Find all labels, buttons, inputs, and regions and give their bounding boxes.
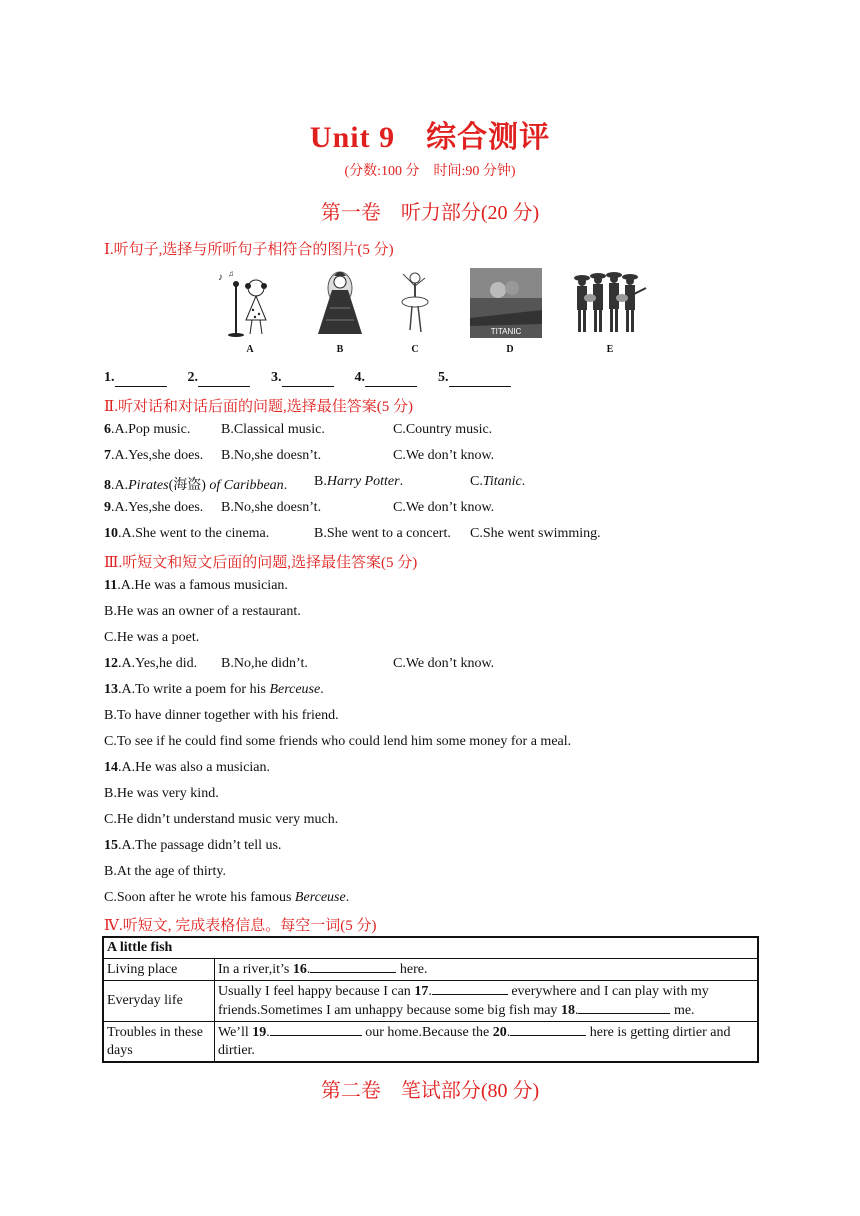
option-a-title: Pirates: [128, 478, 169, 493]
mariachi-band-icon: [570, 268, 650, 340]
singing-girl-icon: [210, 268, 290, 340]
question-8: [104, 474, 287, 494]
row-label-everyday-life: Everyday life: [103, 981, 215, 1022]
row-text: our home.Because the: [361, 1025, 493, 1040]
answer-blank-3[interactable]: [282, 370, 334, 387]
titanic-poster-icon: [470, 268, 542, 338]
picture-c: [375, 268, 455, 358]
option-a: .A.: [111, 478, 129, 493]
section4-heading: Ⅳ.听短文, 完成表格信息。每空一词(5 分): [104, 918, 377, 934]
answer-blank-5[interactable]: [449, 370, 511, 387]
row-content: We’ll 19. our home.Because the 20. here is getting dirtier and dirtier.: [215, 1022, 759, 1063]
question-14: [104, 760, 270, 776]
page-title: Unit 9 综合测评: [309, 121, 551, 154]
q13-option-c: C.To see if he could find some friends who could lend him some money for a meal.: [104, 734, 572, 749]
q6-option-b: B.Classical music.: [221, 422, 325, 437]
question-10: [104, 526, 269, 542]
option-c-prefix: C.: [470, 474, 483, 489]
question-number: 11: [104, 578, 118, 593]
picture-a-label: A: [246, 344, 254, 355]
section1-answer-blanks: [104, 370, 511, 387]
q12-option-b: B.No,he didn’t.: [221, 656, 308, 671]
svg-text:♪: ♪: [218, 272, 223, 283]
row-text: here is getting dirtier and dirtier.: [218, 1025, 731, 1058]
q6-option-c: C.Country music.: [393, 422, 493, 437]
q10-option-b: B.She went to a concert.: [314, 526, 451, 541]
answer-number: 2.: [187, 370, 198, 385]
picture-e: [570, 268, 650, 358]
victorian-lady-icon: [300, 268, 380, 340]
question-15: [104, 838, 281, 854]
table-row: [103, 959, 758, 981]
option-b-title: Harry Potter: [326, 474, 400, 489]
table-row: [103, 1022, 758, 1063]
row-text: We’ll: [218, 1025, 253, 1040]
section2-heading: Ⅱ.听对话和对话后面的问题,选择最佳答案(5 分): [104, 399, 413, 415]
question-13: [104, 682, 324, 698]
poster-title-text: TITANIC: [490, 327, 522, 336]
blank-number: 17: [414, 984, 429, 999]
q7-option-b: B.No,she doesn’t.: [221, 448, 322, 463]
row-text: In a river,it’s: [218, 962, 293, 977]
answer-number: 3.: [271, 370, 282, 385]
option-a: .A.He was a famous musician.: [117, 578, 288, 593]
row-text: Usually I feel happy because I can: [218, 984, 415, 999]
question-number: 7: [104, 448, 111, 463]
table-row: [103, 981, 758, 1022]
row-content: Usually I feel happy because I can 17. everywhere and I can play with my friends.Sometimes I am unhappy because some big fish may 18. me.: [215, 981, 759, 1022]
option-a: .A.To write a poem for his: [118, 682, 270, 697]
q11-option-c: C.He was a poet.: [104, 630, 200, 645]
option-a: .A.Pop music.: [111, 422, 191, 437]
table-title: A little fish: [103, 937, 758, 959]
option-a-title: Berceuse: [269, 682, 321, 697]
q8-option-c: [470, 474, 525, 490]
option-a-gloss: (海盗): [168, 478, 206, 493]
blank-19[interactable]: [270, 1023, 362, 1036]
row-text: everywhere and I can play with my friends.Sometimes I am unhappy because some big fish may: [218, 984, 709, 1018]
option-a: .A.The passage didn’t tell us.: [118, 838, 282, 853]
question-number: 8: [104, 478, 111, 493]
answer-number: 1.: [104, 370, 115, 385]
q13-option-b: B.To have dinner together with his friend.: [104, 708, 339, 723]
blank-number: 19: [252, 1025, 267, 1040]
punct: .: [521, 474, 526, 489]
picture-a: [210, 268, 290, 358]
picture-b: [300, 268, 380, 358]
picture-b-label: B: [336, 344, 344, 355]
question-number: 15: [104, 838, 118, 853]
answer-blank-1[interactable]: [115, 370, 167, 387]
section1-heading: Ⅰ.听句子,选择与所听句子相符合的图片(5 分): [104, 242, 394, 258]
question-number: 9: [104, 500, 111, 515]
part2-title: 第二卷 笔试部分(80 分): [320, 1080, 540, 1102]
q7-option-c: C.We don’t know.: [393, 448, 495, 463]
question-number: 6: [104, 422, 111, 437]
answer-number: 5.: [438, 370, 449, 385]
section3-heading: Ⅲ.听短文和短文后面的问题,选择最佳答案(5 分): [104, 555, 418, 571]
punct: .: [320, 682, 324, 697]
q14-option-c: C.He didn’t understand music very much.: [104, 812, 339, 827]
row-content: In a river,it’s 16. here.: [215, 959, 759, 981]
picture-c-label: C: [411, 344, 419, 355]
blank-number: 20: [492, 1025, 507, 1040]
blank-number: 18: [560, 1003, 575, 1018]
blank-20[interactable]: [510, 1023, 586, 1036]
option-a: .A.Yes,she does.: [111, 448, 204, 463]
q15-option-c: [104, 890, 349, 906]
answer-blank-4[interactable]: [365, 370, 417, 387]
q11-option-b: B.He was an owner of a restaurant.: [104, 604, 301, 619]
option-a: .A.She went to the cinema.: [118, 526, 270, 541]
option-a: .A.Yes,he did.: [118, 656, 198, 671]
row-label-living-place: Living place: [103, 959, 215, 981]
question-12: [104, 656, 197, 672]
q12-option-c: C.We don’t know.: [393, 656, 495, 671]
row-text: here.: [399, 962, 428, 977]
table-header-row: [103, 937, 758, 959]
question-number: 12: [104, 656, 118, 671]
row-text: me.: [673, 1003, 695, 1018]
picture-d-label: D: [506, 344, 514, 355]
q9-option-b: B.No,she doesn’t.: [221, 500, 322, 515]
q10-option-c: C.She went swimming.: [470, 526, 601, 541]
option-c-title: Berceuse: [294, 890, 346, 905]
q9-option-c: C.We don’t know.: [393, 500, 495, 515]
question-number: 10: [104, 526, 118, 541]
option-b-prefix: B.: [314, 474, 327, 489]
option-a: .A.Yes,she does.: [111, 500, 204, 515]
question-9: [104, 500, 203, 516]
punct: .: [345, 890, 350, 905]
question-number: 13: [104, 682, 118, 697]
blank-17[interactable]: [432, 982, 508, 995]
page-subtitle: (分数:100 分 时间:90 分钟): [344, 164, 516, 179]
option-a-title-rest: of Caribbean: [205, 478, 284, 493]
blank-18[interactable]: [578, 1001, 670, 1014]
answer-blank-2[interactable]: [198, 370, 250, 387]
picture-e-label: E: [606, 344, 614, 355]
option-a: .A.He was also a musician.: [118, 760, 271, 775]
option-c-title: Titanic: [482, 474, 522, 489]
answer-number: 4.: [354, 370, 365, 385]
blank-number: 16: [292, 962, 307, 977]
picture-row: [200, 268, 660, 358]
row-label-troubles: Troubles in these days: [103, 1022, 215, 1063]
fill-in-table: [102, 936, 759, 1063]
question-number: 14: [104, 760, 118, 775]
picture-d: [470, 268, 550, 358]
question-7: [104, 448, 203, 464]
option-c: C.Soon after he wrote his famous: [104, 890, 295, 905]
q8-option-b: [314, 474, 403, 490]
q15-option-b: B.At the age of thirty.: [104, 864, 226, 879]
punct: .: [283, 478, 288, 493]
question-11: [104, 578, 288, 594]
blank-16[interactable]: [310, 960, 396, 973]
q14-option-b: B.He was very kind.: [104, 786, 219, 801]
ballerina-icon: [375, 268, 455, 340]
svg-text:♫: ♫: [228, 269, 234, 278]
punct: .: [399, 474, 404, 489]
part1-title: 第一卷 听力部分(20 分): [320, 202, 540, 224]
question-6: [104, 422, 190, 438]
